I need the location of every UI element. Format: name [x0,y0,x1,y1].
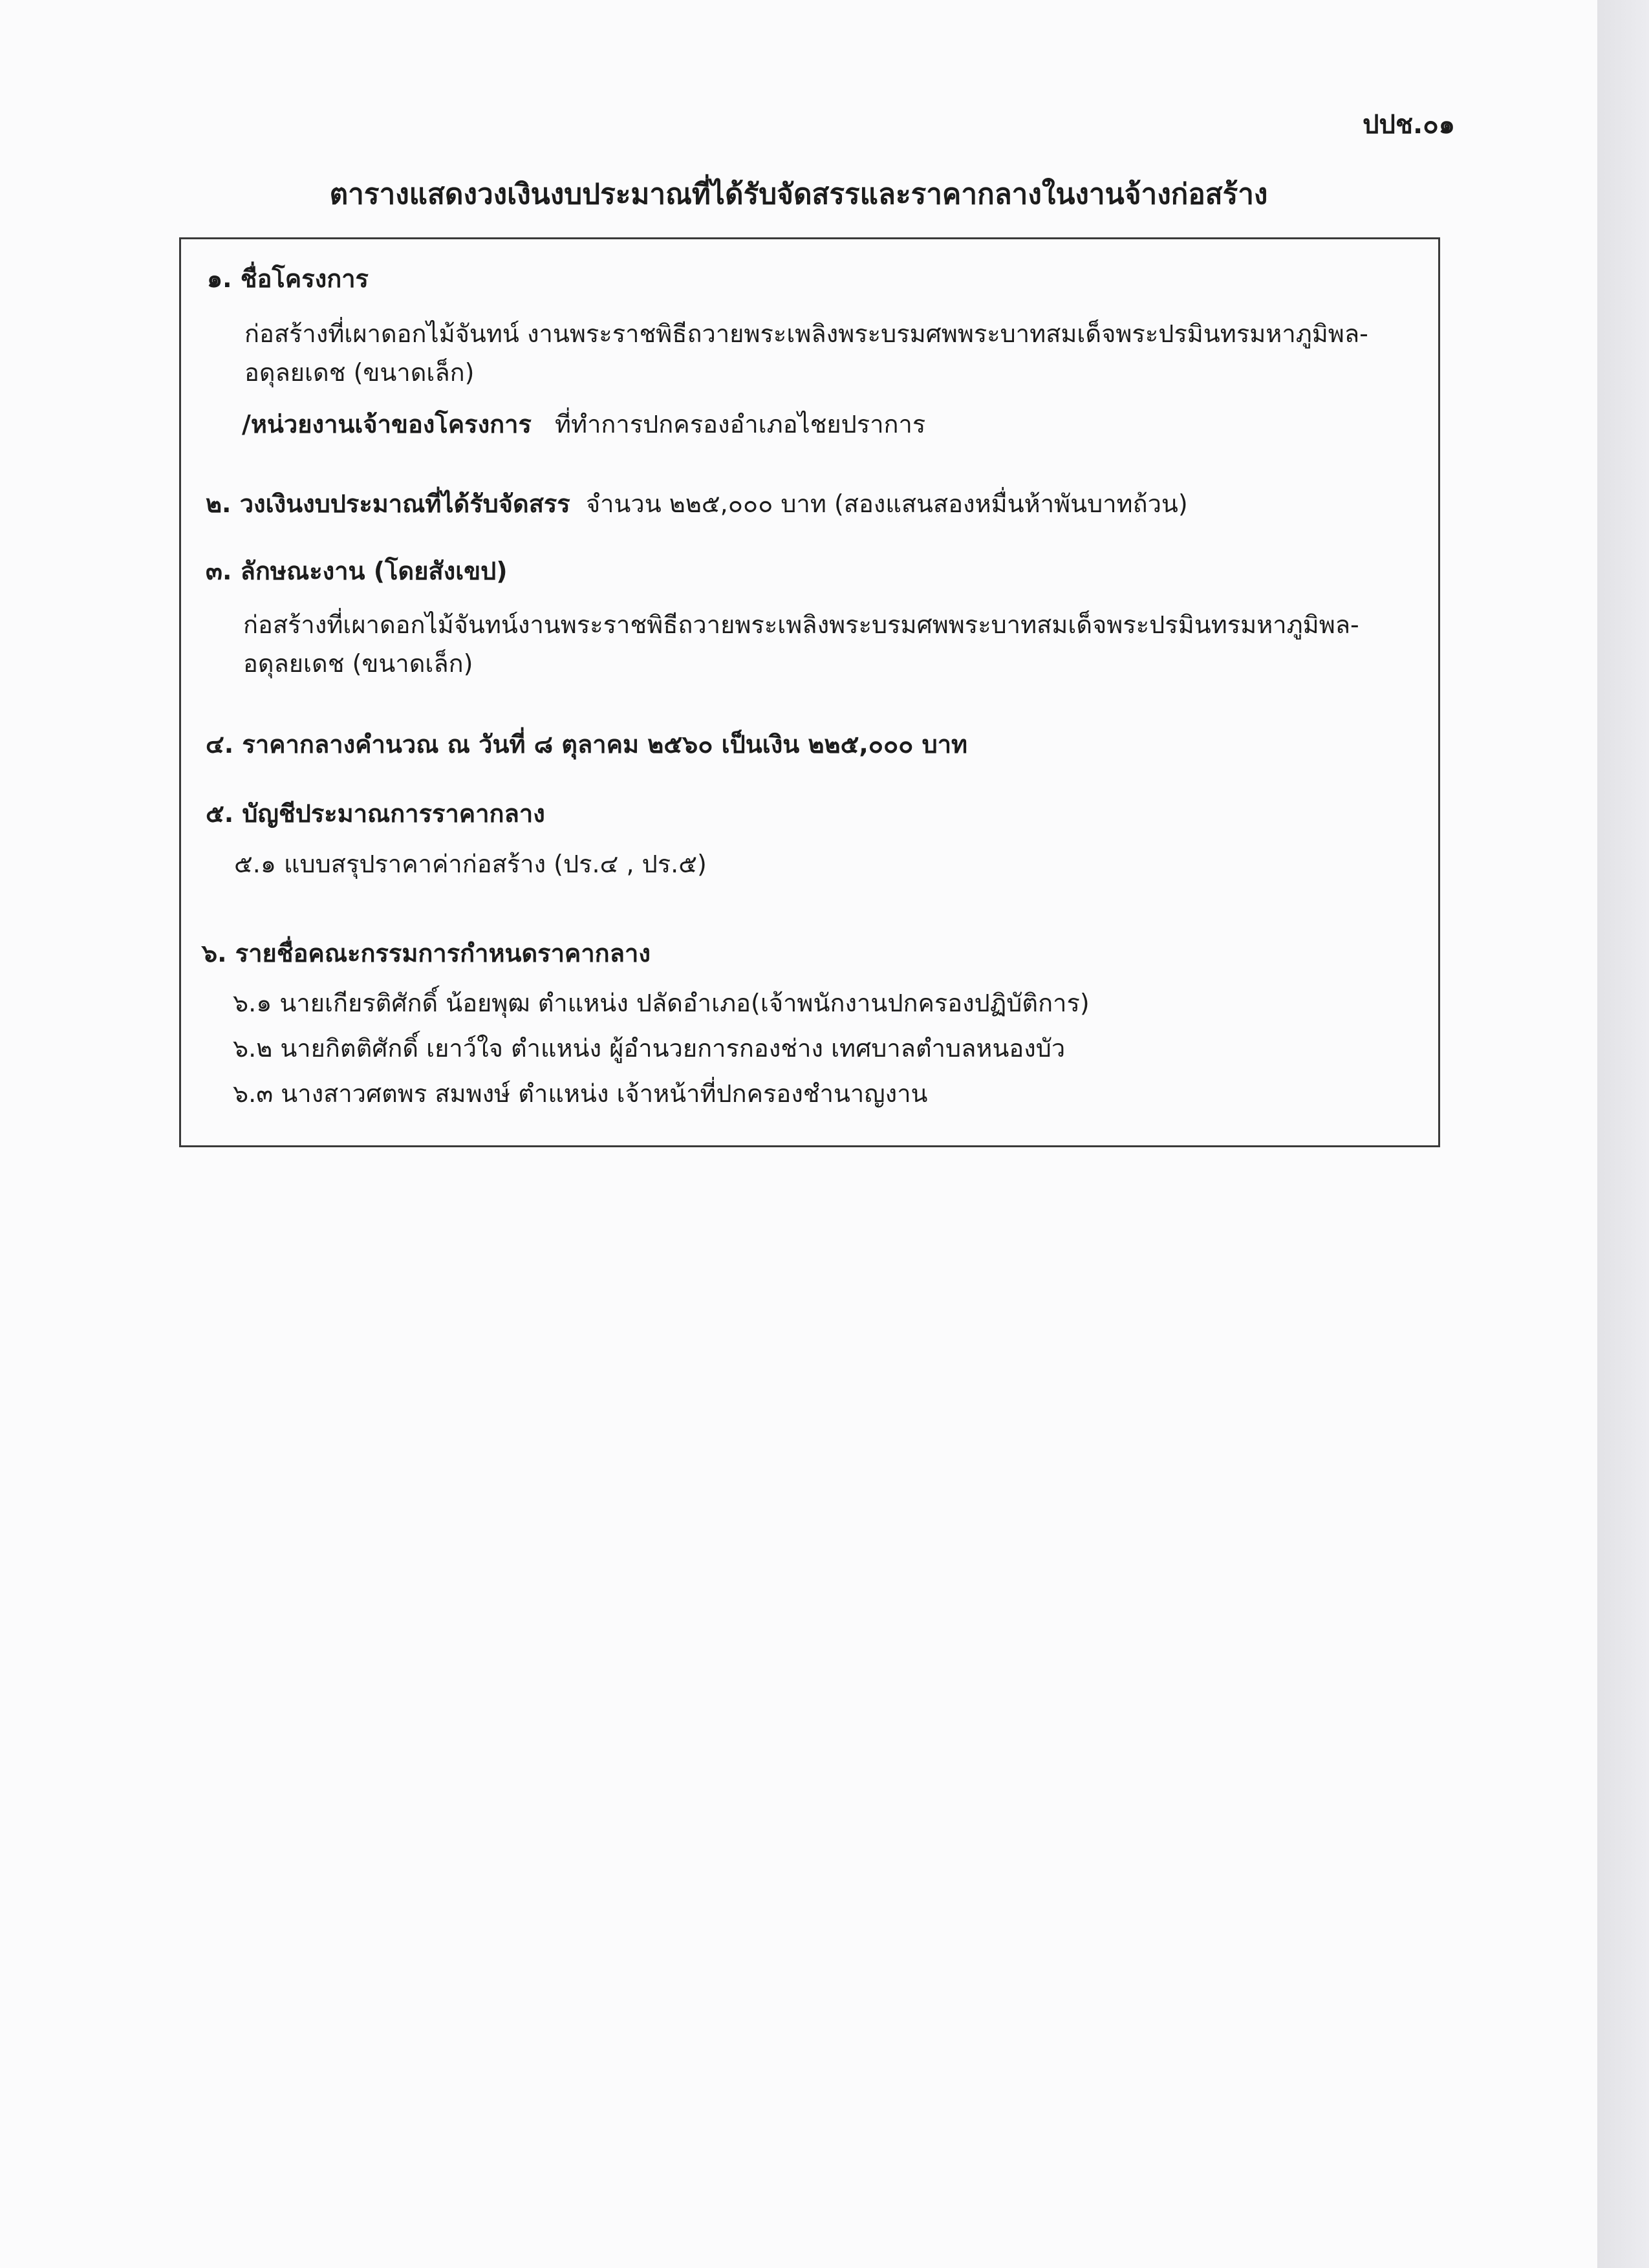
section3-heading: ๓. ลักษณะงาน (โดยสังเขป) [206,557,508,585]
section2-budget [206,484,1188,523]
section2-value: จำนวน ๒๒๕,๐๐๐ บาท (สองแสนสองหมื่นห้าพันบาทถ้วน) [585,490,1188,518]
committee-member: ๖.๒ นายกิตติศักดิ์ เยาว์ใจ ตำแหน่ง ผู้อำนวยการกองช่าง เทศบาลตำบลหนองบัว [233,1034,1066,1063]
section4-median-price: ๔. ราคากลางคำนวณ ณ วันที่ ๘ ตุลาคม ๒๕๖๐ เป็นเงิน ๒๒๕,๐๐๐ บาท [206,730,968,759]
scanner-edge [1597,0,1649,2268]
section1-owner [242,404,925,444]
committee-member: ๖.๑ นายเกียรติศักดิ์ น้อยพุฒ ตำแหน่ง ปลัดอำเภอ(เจ้าพนักงานปกครองปฏิบัติการ) [233,989,1090,1017]
committee-member: ๖.๓ นางสาวศตพร สมพงษ์ ตำแหน่ง เจ้าหน้าที่ปกครองชำนาญงาน [233,1079,928,1108]
section5-heading: ๕. บัญชีประมาณการราคากลาง [206,799,545,828]
section1-heading: ๑. ชื่อโครงการ [207,265,369,293]
section6-heading: ๖. รายชื่อคณะกรรมการกำหนดราคากลาง [202,939,651,967]
section1-project-line2: อดุลยเดช (ขนาดเล็ก) [244,358,475,387]
form-code: ปปช.๐๑ [1363,110,1455,140]
section3-line1: ก่อสร้างที่เผาดอกไม้จันทน์งานพระราชพิธีถวายพระเพลิงพระบรมศพพระบาทสมเด็จพระปรมินทรมหาภูมิพล- [243,610,1359,639]
section3-line2: อดุลยเดช (ขนาดเล็ก) [243,649,473,678]
owner-label: /หน่วยงานเจ้าของโครงการ [242,410,532,438]
section2-heading: ๒. วงเงินงบประมาณที่ได้รับจัดสรร [206,490,570,518]
section5-item1: ๕.๑ แบบสรุปราคาค่าก่อสร้าง (ปร.๔ , ปร.๕) [234,850,707,878]
section1-project-line1: ก่อสร้างที่เผาดอกไม้จันทน์ งานพระราชพิธีถวายพระเพลิงพระบรมศพพระบาทสมเด็จพระปรมินทรมหาภูมิพล- [244,319,1368,348]
document-title: ตารางแสดงวงเงินงบประมาณที่ได้รับจัดสรรและราคากลางในงานจ้างก่อสร้าง [329,178,1268,211]
owner-value: ที่ทำการปกครองอำเภอไชยปราการ [554,410,926,438]
